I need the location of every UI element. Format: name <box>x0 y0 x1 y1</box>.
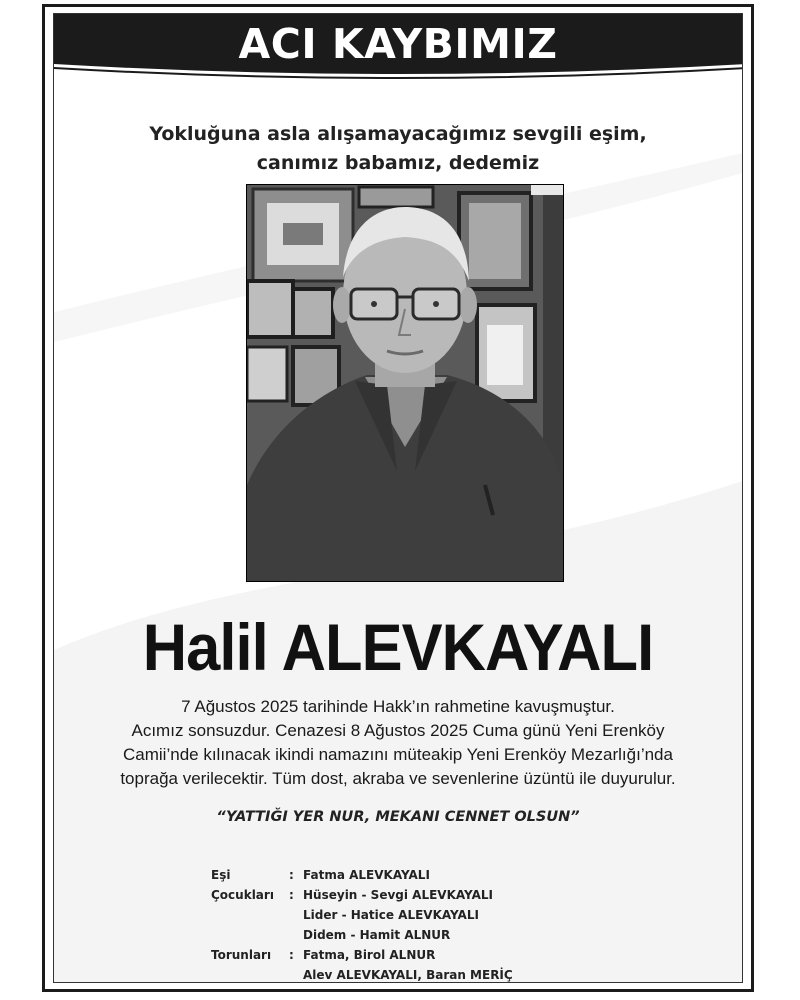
announcement-line: 7 Ağustos 2025 tarihinde Hakk’ın rahmetine kavuşmuştur. <box>181 697 615 716</box>
family-label: Torunları <box>211 948 272 962</box>
family-member: Fatma, Birol ALNUR <box>303 948 436 962</box>
announcement-line: toprağa verilecektir. Tüm dost, akraba ve sevenlerine üzüntü ile duyurulur. <box>120 769 676 788</box>
portrait-photo-icon <box>247 185 563 581</box>
header-title: ACI KAYBIMIZ <box>238 20 558 68</box>
family-row-children <box>211 885 671 905</box>
family-member: Fatma ALEVKAYALI <box>303 868 430 882</box>
announcement-text <box>54 695 742 791</box>
subtitle <box>54 120 742 178</box>
family-member: Didem - Hamit ALNUR <box>303 928 451 942</box>
subtitle-line-1: Yokluğuna asla alışamayacağımız sevgili eşim, <box>149 123 647 145</box>
family-colon: : <box>289 888 294 902</box>
family-label: Eşi <box>211 868 231 882</box>
family-member: Hüseyin - Sevgi ALEVKAYALI <box>303 888 493 902</box>
deceased-photo <box>246 184 564 582</box>
prayer-quote: “YATTIĞI YER NUR, MEKANI CENNET OLSUN” <box>216 809 580 825</box>
family-colon: : <box>289 948 294 962</box>
family-row-spouse <box>211 865 671 885</box>
family-member: Alev ALEVKAYALI, Baran MERİÇ <box>303 968 513 982</box>
announcement-line: Camii’nde kılınacak ikindi namazını müteakip Yeni Erenköy Mezarlığı’nda <box>123 745 673 764</box>
family-row-grandchildren <box>211 945 671 965</box>
family-colon: : <box>289 868 294 882</box>
header-banner <box>54 14 742 80</box>
notice-frame <box>42 4 754 992</box>
announcement-line: Acımız sonsuzdur. Cenazesi 8 Ağustos 2025 Cuma günü Yeni Erenköy <box>131 721 665 740</box>
family-member: Lider - Hatice ALEVKAYALI <box>303 908 479 922</box>
family-list <box>211 865 671 983</box>
deceased-name: Halil ALEVKAYALI <box>142 610 654 684</box>
subtitle-line-2: canımız babamız, dedemiz <box>256 152 540 174</box>
family-label: Çocukları <box>211 888 274 902</box>
notice-inner-frame <box>53 13 743 983</box>
